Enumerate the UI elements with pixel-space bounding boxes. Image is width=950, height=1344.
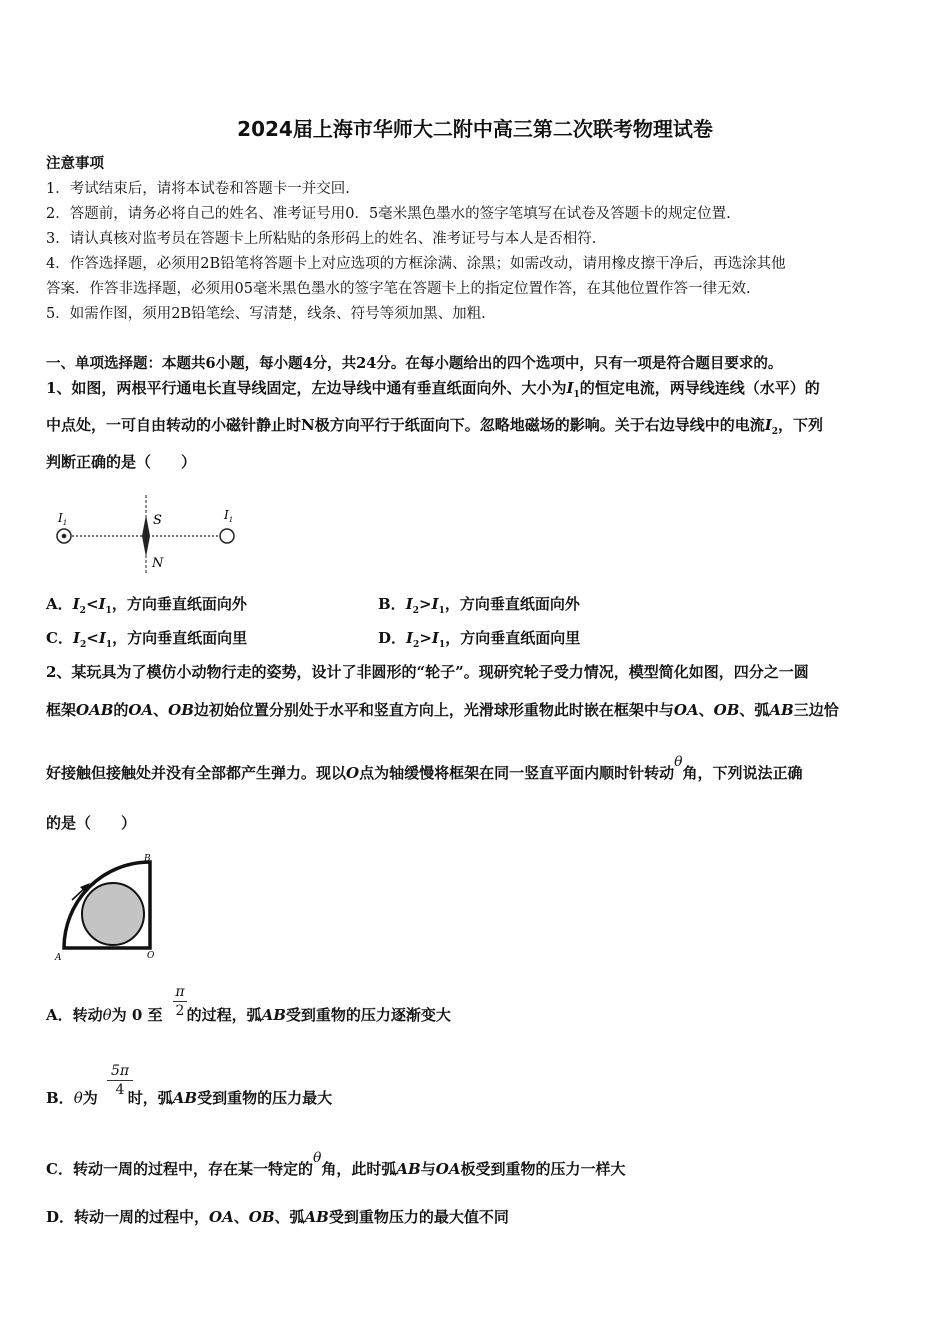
page-title: 2024届上海市华师大二附中高三第二次联考物理试卷 bbox=[237, 117, 713, 141]
math-ab: AB bbox=[304, 1208, 329, 1226]
math-oa: OA bbox=[209, 1208, 234, 1226]
right-current-sub: 1 bbox=[228, 516, 234, 524]
option-text: 受到重物压力的最大值不同 bbox=[328, 1208, 509, 1226]
q2-text: 三边恰 bbox=[793, 701, 839, 719]
fraction-denominator: 4 bbox=[115, 1082, 125, 1098]
fraction-numerator: 5π bbox=[110, 1063, 130, 1079]
math-sub: 1 bbox=[438, 640, 446, 650]
label-n: N bbox=[152, 556, 164, 571]
math-i: I bbox=[72, 629, 80, 647]
label-o: O bbox=[147, 951, 155, 961]
q1-option-b[interactable] bbox=[378, 593, 580, 616]
q2-text: 角，下列说法正确 bbox=[682, 764, 803, 782]
option-text: ，方向垂直纸面向里 bbox=[445, 629, 581, 647]
math-rel: > bbox=[418, 595, 432, 613]
option-prefix: B． bbox=[46, 1089, 74, 1107]
q1-option-c[interactable] bbox=[46, 627, 247, 650]
label-s: S bbox=[153, 513, 162, 528]
math-rel: < bbox=[86, 629, 99, 647]
q2-sep: 、 bbox=[698, 701, 714, 719]
math-i: I bbox=[566, 379, 574, 397]
math-sub: 2 bbox=[412, 606, 419, 616]
math-oa: OA bbox=[128, 701, 154, 719]
q1-text: ，下列 bbox=[778, 416, 824, 434]
notice-item-4: 4．作答选择题，必须用2B铅笔将答题卡上对应选项的方框涂满、涂黑；如需改动，请用橡皮擦干净后，再选涂其他 bbox=[46, 256, 786, 272]
math-ob: OB bbox=[168, 701, 194, 719]
label-a: A bbox=[55, 953, 62, 963]
math-sub: 2 bbox=[79, 606, 86, 616]
math-i: I bbox=[431, 629, 439, 647]
fraction-bar bbox=[173, 1001, 187, 1002]
math-sub: 2 bbox=[79, 640, 87, 650]
math-sub: 1 bbox=[573, 390, 580, 400]
notice-item-3: 3．请认真核对监考员在答题卡上所粘贴的条形码上的姓名、准考证号与本人是否相符. bbox=[46, 231, 597, 247]
math-i: I bbox=[406, 629, 414, 647]
q2-text: 好接触但接触处并没有全部都产生弹力。现以 bbox=[46, 764, 347, 782]
math-ab: AB bbox=[261, 1006, 286, 1024]
q1-text: 的恒定电流，两导线连线（水平）的 bbox=[579, 379, 820, 397]
math-i: I bbox=[764, 416, 772, 434]
right-wire-circle bbox=[220, 529, 234, 543]
option-prefix: C．转动一周的过程中，存在某一特定的 bbox=[46, 1160, 313, 1178]
option-text: 时，弧 bbox=[127, 1089, 173, 1107]
math-i: I bbox=[431, 595, 439, 613]
label-right-current bbox=[223, 508, 233, 524]
q1-text: 1、如图，两根平行通电长直导线固定，左边导线中通有垂直纸面向外、大小为 bbox=[46, 379, 567, 397]
notice-item-4-cont: 答案．作答非选择题，必须用05毫米黑色墨水的签字笔在答题卡上的指定位置作答，在其他位置作答一律无效. bbox=[46, 281, 751, 297]
notice-item-1: 1．考试结束后，请将本试卷和答题卡一并交回. bbox=[46, 181, 350, 197]
math-sub: 1 bbox=[438, 606, 445, 616]
q2-text: 框架 bbox=[46, 701, 77, 719]
math-theta: θ bbox=[674, 754, 683, 770]
math-oab: OAB bbox=[76, 701, 114, 719]
q1-option-a[interactable] bbox=[46, 593, 247, 616]
q1-option-d[interactable] bbox=[378, 627, 580, 650]
label-b: B bbox=[144, 854, 151, 864]
q2-option-b[interactable] bbox=[46, 1087, 332, 1108]
q2-sep: 、 bbox=[153, 701, 169, 719]
option-text: 板受到重物的压力一样大 bbox=[460, 1160, 626, 1178]
math-i: I bbox=[98, 595, 106, 613]
math-rel: > bbox=[419, 629, 432, 647]
fraction-bar bbox=[107, 1080, 133, 1081]
q1-line-1 bbox=[46, 377, 820, 400]
option-text: 为 bbox=[82, 1089, 98, 1107]
notice-item-2: 2．答题前，请务必将自己的姓名、准考证号用0．5毫米黑色墨水的签字笔填写在试卷及答题卡的规定位置. bbox=[46, 206, 731, 222]
compass-needle bbox=[142, 515, 150, 557]
option-text: 、弧 bbox=[274, 1208, 305, 1226]
q2-text: 的 bbox=[113, 701, 129, 719]
heavy-ball bbox=[82, 883, 144, 945]
math-ab: AB bbox=[396, 1160, 421, 1178]
notice-heading: 注意事项 bbox=[46, 155, 104, 172]
option-text: 角，此时弧 bbox=[321, 1160, 397, 1178]
fraction-5pi-over-4 bbox=[107, 1063, 133, 1098]
notice-item-5: 5．如需作图，须用2B铅笔绘、写清楚，线条、符号等须加黑、加粗. bbox=[46, 306, 486, 322]
q2-text: 边初始位置分别处于水平和竖直方向上，光滑球形重物此时嵌在框架中与 bbox=[193, 701, 674, 719]
math-oa: OA bbox=[673, 701, 699, 719]
fraction-denominator: 2 bbox=[175, 1003, 185, 1019]
fraction-pi-over-2 bbox=[173, 984, 187, 1019]
option-text: 为 0 至 bbox=[111, 1006, 163, 1024]
math-ab: AB bbox=[172, 1089, 198, 1107]
math-sub: 2 bbox=[771, 427, 779, 437]
q2-figure bbox=[52, 850, 162, 965]
q2-line-3 bbox=[46, 754, 803, 783]
option-text: 的过程，弧 bbox=[186, 1006, 262, 1024]
math-theta: θ bbox=[312, 1150, 322, 1166]
option-prefix: A． bbox=[46, 595, 73, 613]
q1-line-2 bbox=[46, 414, 823, 437]
fraction-numerator: π bbox=[175, 984, 185, 1000]
math-i: I bbox=[405, 595, 413, 613]
q2-option-d[interactable] bbox=[46, 1206, 509, 1227]
q1-line-3: 判断正确的是（ ） bbox=[46, 453, 197, 471]
option-text: 受到重物的压力最大 bbox=[197, 1089, 333, 1107]
section-heading: 一、单项选择题：本题共6小题，每小题4分，共24分。在每小题给出的四个选项中，只有一项是符合题目要求的。 bbox=[46, 355, 783, 372]
math-sub: 1 bbox=[105, 640, 113, 650]
math-o: O bbox=[346, 764, 360, 782]
q2-line-2 bbox=[46, 699, 839, 720]
math-sub: 1 bbox=[105, 606, 112, 616]
math-i: I bbox=[72, 595, 80, 613]
math-theta: θ bbox=[73, 1089, 83, 1107]
math-ab: AB bbox=[769, 701, 794, 719]
right-current-i: I bbox=[224, 508, 229, 522]
left-current-sub: 1 bbox=[62, 519, 68, 527]
math-sub: 2 bbox=[413, 640, 420, 650]
q2-line-4: 的是（ ） bbox=[46, 814, 137, 832]
label-left-current bbox=[57, 511, 67, 527]
q1-figure bbox=[50, 495, 250, 575]
math-rel: < bbox=[85, 595, 99, 613]
option-prefix: D．转动一周的过程中， bbox=[46, 1208, 210, 1226]
option-prefix: D． bbox=[378, 629, 407, 647]
math-oa: OA bbox=[435, 1160, 461, 1178]
left-current-i: I bbox=[58, 511, 63, 525]
q2-text: 、弧 bbox=[739, 701, 770, 719]
option-text: ，方向垂直纸面向里 bbox=[112, 629, 248, 647]
math-ob: OB bbox=[713, 701, 740, 719]
option-prefix: B． bbox=[378, 595, 406, 613]
q2-text: 点为轴缓慢将框架在同一竖直平面内顺时针转动 bbox=[359, 764, 675, 782]
option-prefix: C． bbox=[46, 629, 73, 647]
left-wire-dot bbox=[62, 534, 67, 539]
q2-option-c[interactable] bbox=[46, 1150, 626, 1179]
option-text: ，方向垂直纸面向外 bbox=[111, 595, 247, 613]
q1-text: 中点处，一可自由转动的小磁针静止时N极方向平行于纸面向下。忽略地磁场的影响。关于右边导线中的电流 bbox=[46, 416, 765, 434]
option-text: ，方向垂直纸面向外 bbox=[444, 595, 580, 613]
math-theta: θ bbox=[102, 1006, 112, 1024]
q2-option-a[interactable] bbox=[46, 1004, 451, 1025]
q2-line-1: 2、某玩具为了模仿小动物行走的姿势，设计了非圆形的“轮子”。现研究轮子受力情况，模型简化如图，四分之一圆 bbox=[46, 663, 809, 681]
option-prefix: A．转动 bbox=[46, 1006, 103, 1024]
option-text: 与 bbox=[420, 1160, 436, 1178]
math-ob: OB bbox=[248, 1208, 275, 1226]
option-text: 、 bbox=[233, 1208, 249, 1226]
math-i: I bbox=[98, 629, 106, 647]
option-text: 受到重物的压力逐渐变大 bbox=[285, 1006, 451, 1024]
